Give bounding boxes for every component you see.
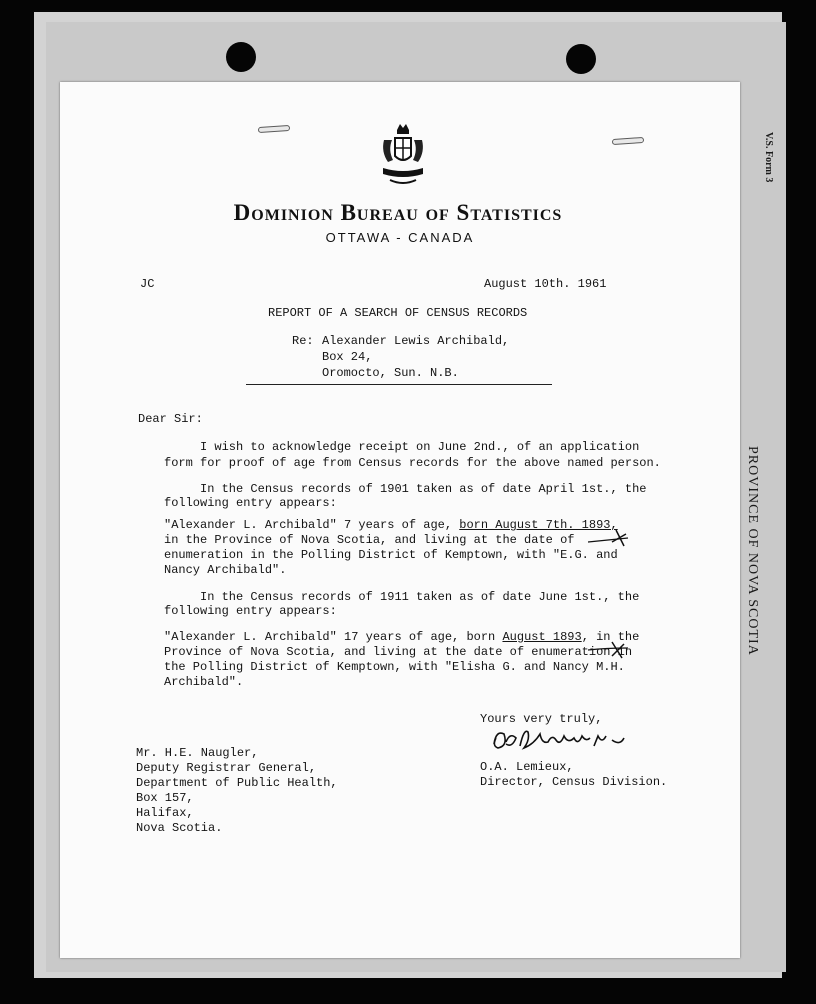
subject-divider xyxy=(246,384,552,385)
salutation: Dear Sir: xyxy=(138,412,203,426)
entry2-birthdate: August 1893 xyxy=(502,630,582,644)
report-title: REPORT OF A SEARCH OF CENSUS RECORDS xyxy=(268,306,528,320)
entry2-text: "Alexander L. Archibald" 17 years of age, born xyxy=(164,630,503,644)
signer-name: O.A. Lemieux, xyxy=(480,760,574,774)
recipient-line-6: Nova Scotia. xyxy=(136,821,223,835)
entry2-line-1 xyxy=(164,630,639,645)
letter-date: August 10th. 1961 xyxy=(484,277,607,291)
letter-sheet xyxy=(60,82,740,958)
re-line-1: Alexander Lewis Archibald, xyxy=(322,334,510,348)
entry2-line-4: Archibald". xyxy=(164,675,244,689)
entry2-line-3: the Polling District of Kemptown, with "Elisha G. and Nancy M.H. xyxy=(164,660,625,674)
signer-title: Director, Census Division. xyxy=(480,775,668,789)
re-label: Re: xyxy=(292,334,314,348)
entry2-text-end: , in the xyxy=(581,630,640,644)
staple-left xyxy=(258,125,290,133)
initials: JC xyxy=(140,277,155,291)
entry1-line-1 xyxy=(164,518,618,533)
recipient-line-2: Deputy Registrar General, xyxy=(136,761,317,775)
para2-line-2: following entry appears: xyxy=(164,496,337,510)
form-number-label: V.S. Form 3 xyxy=(763,132,774,183)
entry1-text: "Alexander L. Archibald" 7 years of age, xyxy=(164,518,460,532)
bureau-city: OTTAWA - CANADA xyxy=(325,230,475,245)
recipient-line-3: Department of Public Health, xyxy=(136,776,338,790)
re-line-2: Box 24, xyxy=(322,350,373,364)
recipient-line-4: Box 157, xyxy=(136,791,194,805)
para3-line-2: following entry appears: xyxy=(164,604,337,618)
entry1-line-3: enumeration in the Polling District of Kemptown, with "E.G. and xyxy=(164,548,618,562)
punch-hole-left xyxy=(226,42,256,72)
punch-hole-right xyxy=(566,44,596,74)
annotation-mark-1901 xyxy=(588,528,632,550)
province-label: PROVINCE OF NOVA SCOTIA xyxy=(745,446,760,656)
para1-line-2: form for proof of age from Census records for the above named person. xyxy=(164,456,661,470)
valediction: Yours very truly, xyxy=(480,712,603,726)
entry1-line-4: Nancy Archibald". xyxy=(164,563,287,577)
annotation-mark-1911 xyxy=(588,640,632,662)
para3-line-1: In the Census records of 1911 taken as of date June 1st., the xyxy=(164,590,640,604)
re-line-3: Oromocto, Sun. N.B. xyxy=(322,366,459,380)
entry1-birthdate: born August 7th. 1893, xyxy=(459,518,618,532)
handwritten-signature xyxy=(490,724,630,758)
para1-line-1: I wish to acknowledge receipt on June 2nd., of an application xyxy=(164,440,640,454)
recipient-line-1: Mr. H.E. Naugler, xyxy=(136,746,259,760)
staple-right xyxy=(612,137,644,145)
coat-of-arms-icon xyxy=(378,122,428,188)
bureau-name: Dominion Bureau of Statistics xyxy=(233,200,563,225)
entry1-line-2: in the Province of Nova Scotia, and living at the date of xyxy=(164,533,575,547)
recipient-line-5: Halifax, xyxy=(136,806,194,820)
entry2-line-2: Province of Nova Scotia, and living at the date of enumeration in xyxy=(164,645,633,659)
para2-line-1: In the Census records of 1901 taken as of date April 1st., the xyxy=(164,482,647,496)
